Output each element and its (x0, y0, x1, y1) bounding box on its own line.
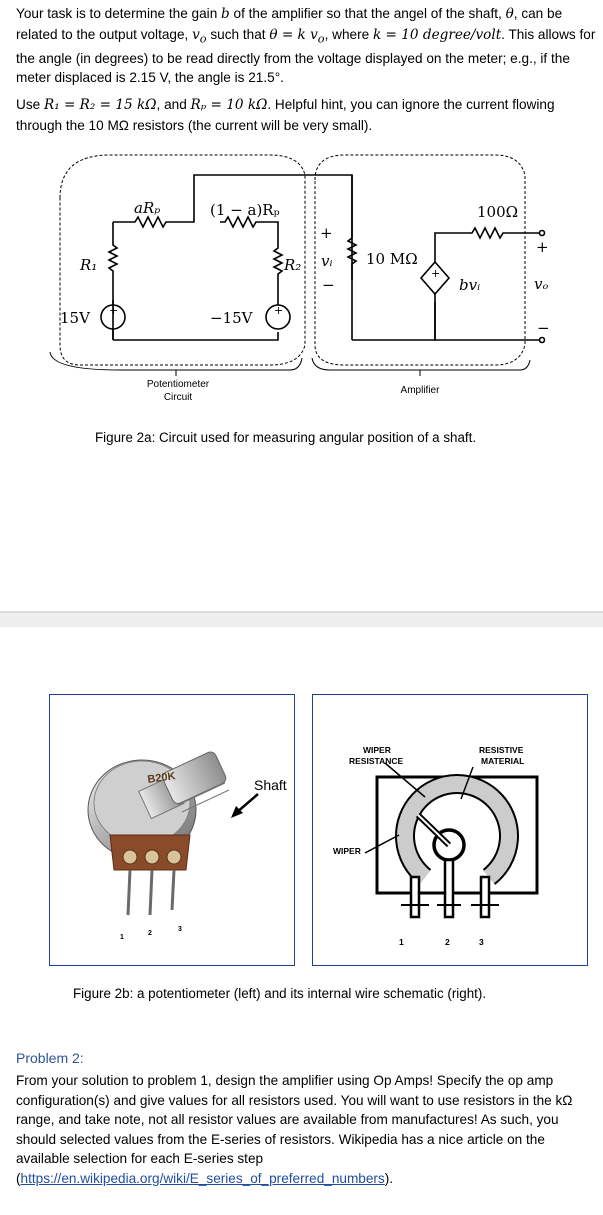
wiper-resistance-label-2: RESISTANCE (349, 756, 404, 766)
photo-pin-3: 3 (178, 926, 182, 933)
photo-pin-1: 1 (120, 934, 124, 941)
label-r1: R₁ (80, 256, 98, 274)
r-equation: R₁ = R₂ = 15 kΩ (43, 97, 157, 113)
resistive-material-label-1: RESISTIVE (479, 745, 524, 755)
link-close: ). (384, 1170, 394, 1186)
shaft-label: Shaft (254, 777, 287, 793)
potentiometer-photo-frame (49, 694, 295, 966)
values-text: . Helpful hint, you can ignore the current flowing through the 10 MΩ resistors (the current will be very small). (16, 97, 555, 133)
problem-2-title: Problem 2: (16, 1050, 84, 1066)
label-r2: R₂ (284, 256, 302, 274)
schem-pin-3: 3 (479, 937, 484, 947)
schem-pin-1: 1 (399, 937, 404, 947)
problem-2-body (16, 1071, 594, 1188)
amplifier-group-outline (315, 155, 525, 365)
relation-subscript: o (317, 31, 325, 46)
dep-source-plus: + (431, 267, 441, 280)
values-text: , and (156, 97, 191, 112)
source-m15v-plus: + (274, 304, 284, 317)
1-arp-resistor (220, 217, 278, 245)
pot-group-label-2: Circuit (163, 392, 193, 403)
label-vi: vᵢ (321, 252, 333, 270)
intro-text: of the amplifier so that the angel of the shaft, (229, 6, 506, 21)
label-100-ohm: 100Ω (477, 203, 519, 221)
gain-symbol: b (221, 6, 230, 22)
intro-text: , where (324, 26, 373, 42)
label-vo-minus: − (537, 319, 550, 337)
wikipedia-link[interactable]: https://en.wikipedia.org/wiki/E_series_of_preferred_numbers (20, 1170, 385, 1186)
pot-marking: B20K (146, 770, 177, 786)
label-15v: 15V (60, 309, 90, 327)
label-10m: 10 MΩ (366, 250, 418, 268)
schem-pin-2: 2 (445, 937, 450, 947)
link-open: ( (16, 1170, 21, 1186)
k-equation: k = 10 degree/volt (372, 26, 502, 43)
intro-text: . This allows for the angle (in degrees) to be read directly from the voltage displayed on the meter; e.g., if the meter displaced is 2.15 V, the angle is 21.5°. (16, 26, 596, 86)
resistive-material-label-2: MATERIAL (481, 756, 525, 766)
label-arp: aRₚ (134, 199, 161, 217)
arp-resistor (130, 217, 180, 227)
values-paragraph (16, 95, 596, 135)
source-15v-plus: + (109, 304, 119, 317)
intro-paragraph (16, 4, 596, 88)
label-vi-minus: − (322, 276, 335, 294)
vo-subscript: o (199, 31, 207, 46)
potentiometer-photo (50, 695, 294, 965)
page-divider (0, 611, 603, 627)
label-bvi: bvᵢ (459, 276, 481, 294)
intro-text: Your task is to determine the gain (16, 6, 222, 21)
100-ohm-resistor (468, 228, 540, 238)
wiper-resistance-label-1: WIPER (363, 745, 391, 755)
intro-text: such that (206, 26, 270, 42)
figure-2a-caption: Figure 2a: Circuit used for measuring angular position of a shaft. (95, 430, 477, 445)
potentiometer-schematic (313, 695, 587, 965)
label-vo: vₒ (534, 275, 549, 293)
rp-equation: Rₚ = 10 kΩ (190, 97, 268, 113)
problem-2-text: From your solution to problem 1, design the amplifier using Op Amps! Specify the op amp configuration(s) and give values for all resistors used. You will want to use resistors in the kΩ range, and take note, not all resistor values are available from manufactures! As such, you should selected values from the E-series of resistors. Wikipedia has a nice article on the available selection for each E-series step (16, 1073, 573, 1166)
amp-group-label: Amplifier (400, 385, 440, 396)
potentiometer-brace (50, 352, 302, 370)
label-vi-plus: + (320, 224, 333, 242)
values-text: Use (16, 97, 44, 112)
amplifier-brace (312, 358, 530, 370)
potentiometer-schematic-frame (312, 694, 588, 966)
label-minus-15v: −15V (210, 309, 253, 327)
r1-resistor (109, 222, 117, 277)
figure-2b-caption: Figure 2b: a potentiometer (left) and its internal wire schematic (right). (73, 986, 487, 1001)
theta-symbol: θ (505, 6, 514, 22)
circuit-diagram (0, 140, 603, 410)
vo-symbol: v (192, 26, 200, 43)
intro-text: , can be related to the output voltage, (16, 6, 563, 42)
photo-pin-2: 2 (148, 930, 152, 937)
label-1-arp: (1 − a)Rₚ (210, 201, 280, 219)
r2-resistor (274, 245, 282, 295)
pot-group-label-1: Potentiometer (146, 379, 210, 390)
label-vo-plus: + (536, 238, 549, 256)
relation-equation: θ = k v (269, 26, 318, 43)
wiper-label: WIPER (333, 846, 361, 856)
